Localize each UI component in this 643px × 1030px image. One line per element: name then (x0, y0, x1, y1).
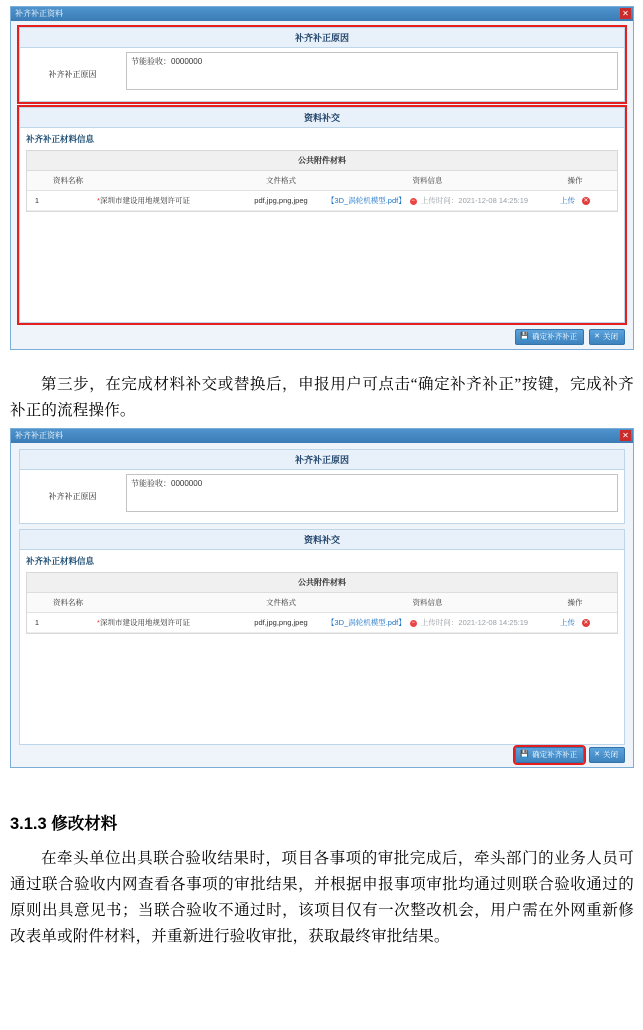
dialog-body-2 (11, 443, 633, 745)
save-icon-2: 💾 (520, 751, 530, 758)
dialog-footer-2 (19, 747, 625, 763)
row-index-2: 1 (27, 613, 47, 633)
files-table-caption-2: 公共附件材料 (27, 573, 617, 593)
row-name-cell (47, 191, 240, 211)
dialog-body (11, 21, 633, 323)
col-format-2: 文件格式 (240, 593, 322, 613)
col-op: 操作 (533, 171, 617, 191)
dialog-footer (19, 329, 625, 345)
col-format: 文件格式 (240, 171, 322, 191)
row-info-cell (322, 191, 533, 211)
save-icon: 💾 (520, 333, 530, 340)
dialog-window-1 (10, 6, 634, 350)
reason-panel (19, 27, 625, 102)
col-index-2 (27, 593, 47, 613)
reason-panel-header: 补齐补正原因 (19, 27, 625, 47)
submit-section-body (19, 128, 625, 323)
file-link-2[interactable]: 【3D_涡轮机模型.pdf】 (326, 618, 406, 627)
col-name: 资料名称 (47, 171, 240, 191)
row-name-2: 深圳市建设用地规划许可证 (99, 618, 190, 627)
reason-textarea-2[interactable] (126, 474, 618, 512)
dialog-title-text-2: 补齐补正资料 (15, 431, 63, 440)
close-button-label-2: 关闭 (603, 750, 618, 759)
upload-time: 上传时间：2021-12-08 14:25:19 (420, 196, 529, 205)
reason-label: 补齐补正原因 (48, 70, 97, 79)
dialog-title-bar (11, 7, 633, 21)
confirm-button-label: 确定补齐补正 (532, 332, 578, 341)
close-button-icon-2: ✕ (594, 751, 600, 758)
submit-panel (19, 107, 625, 323)
heading-3-1-3: 3.1.3 修改材料 (10, 815, 118, 833)
submit-panel-2 (19, 529, 625, 745)
upload-button[interactable]: 上传 (559, 196, 575, 205)
files-table (27, 151, 617, 211)
bottom-text-block (10, 790, 634, 950)
table-row[interactable] (27, 191, 617, 211)
reason-row (19, 47, 625, 102)
row-index: 1 (27, 191, 47, 211)
required-mark: * (97, 196, 100, 205)
row-name-cell-2 (47, 613, 240, 633)
row-op-cell-2 (533, 613, 617, 633)
table-row[interactable] (27, 613, 617, 633)
files-table-wrap-2 (26, 572, 618, 634)
row-format-2: pdf,jpg,png,jpeg (240, 613, 322, 633)
close-button-2[interactable] (589, 747, 625, 763)
files-table-caption: 公共附件材料 (27, 151, 617, 171)
dialog-window-2 (10, 428, 634, 768)
submit-section-subtitle-2: 补齐补正材料信息 (20, 550, 624, 572)
files-table-header-row-2 (27, 593, 617, 613)
confirm-button-2[interactable] (515, 747, 584, 763)
submit-section-header-2: 资料补交 (19, 529, 625, 550)
files-table-2 (27, 573, 617, 633)
files-table-header-row (27, 171, 617, 191)
reason-field (126, 48, 624, 101)
close-icon[interactable]: ✕ (620, 8, 631, 19)
required-mark-2: * (97, 618, 100, 627)
close-button[interactable] (589, 329, 625, 345)
submit-section-subtitle: 补齐补正材料信息 (20, 128, 624, 150)
col-index (27, 171, 47, 191)
close-icon-2[interactable]: ✕ (620, 430, 631, 441)
table-empty-space-2 (20, 634, 624, 738)
upload-button-2[interactable]: 上传 (559, 618, 575, 627)
reason-textarea[interactable] (126, 52, 618, 90)
dialog-title-bar-2 (11, 429, 633, 443)
col-name-2: 资料名称 (47, 593, 240, 613)
row-format: pdf,jpg,png,jpeg (240, 191, 322, 211)
col-op-2: 操作 (533, 593, 617, 613)
remove-icon-2[interactable]: − (411, 619, 416, 626)
paragraph-step3-wrap (10, 360, 634, 424)
remove-icon[interactable]: − (411, 197, 416, 204)
delete-icon-2[interactable]: ✕ (583, 620, 589, 627)
close-button-icon: ✕ (594, 333, 600, 340)
file-link[interactable]: 【3D_涡轮机模型.pdf】 (326, 196, 406, 205)
dialog-title-text: 补齐补正资料 (15, 9, 63, 18)
submit-section-body-2 (19, 550, 625, 745)
row-name: 深圳市建设用地规划许可证 (99, 196, 190, 205)
table-empty-space (20, 212, 624, 316)
files-table-wrap (26, 150, 618, 212)
row-op-cell (533, 191, 617, 211)
upload-time-2: 上传时间：2021-12-08 14:25:19 (420, 618, 529, 627)
submit-section-header: 资料补交 (19, 107, 625, 128)
paragraph-final: 在牵头单位出具联合验收结果时，项目各事项的审批完成后，牵头部门的业务人员可通过联合验收内网查看各事项的审批结果，并根据申报事项审批均通过则联合验收通过的原则出具意见书；当联合验收不通过时，该项目仅有一次整改机会，用户需在外网重新修改表单或附件材料，并重新进行验收审批，获取最终审批结果。 (10, 850, 634, 945)
col-info: 资料信息 (322, 171, 533, 191)
reason-panel-header-2: 补齐补正原因 (19, 449, 625, 469)
paragraph-step3: 第三步，在完成材料补交或替换后，申报用户可点击“确定补齐补正”按键，完成补齐补正的流程操作。 (10, 376, 634, 419)
confirm-button-label-2: 确定补齐补正 (532, 750, 578, 759)
reason-panel-2 (19, 449, 625, 524)
reason-label-2: 补齐补正原因 (48, 492, 97, 501)
delete-icon[interactable]: ✕ (583, 198, 589, 205)
close-button-label: 关闭 (603, 332, 618, 341)
row-info-cell-2 (322, 613, 533, 633)
col-info-2: 资料信息 (322, 593, 533, 613)
reason-field-2 (126, 470, 624, 523)
confirm-button[interactable] (515, 329, 584, 345)
reason-row-2 (19, 469, 625, 524)
